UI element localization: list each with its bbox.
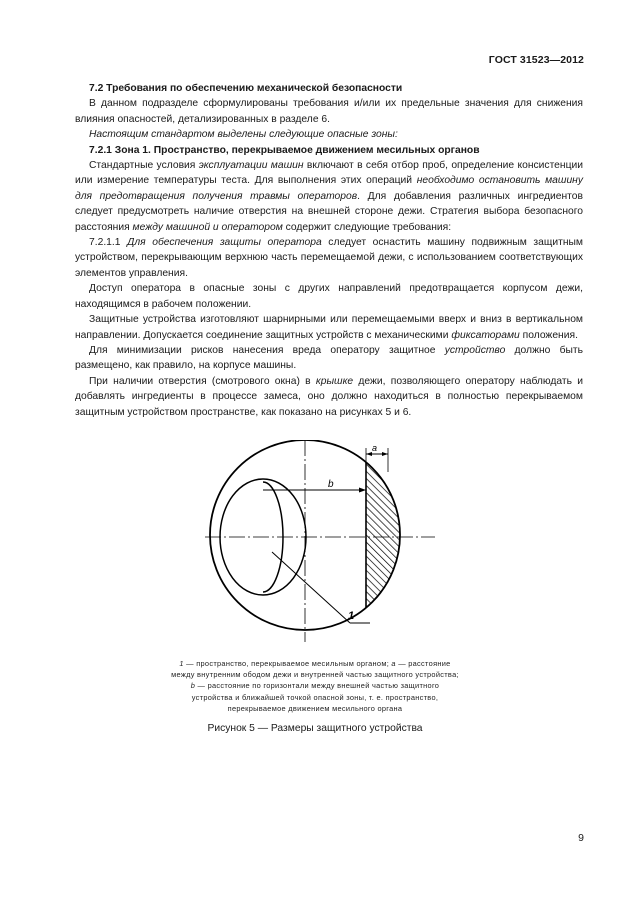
paragraph: Стандартные условия эксплуатации машин включают в себя отбор проб, определение консистенции или измерение температуры теста. Для выполнения этих операций необходимо остановить машину для предотвращения получения травмы операторов. Для добавления различных ингредиентов следует предусмотреть наличие отверстия на внешней стороне дежи. Стратегия выбора безопасного расстояния между машиной и оператором содержит следующие требования: — [75, 160, 583, 233]
subsection-heading: 7.2.1 Зона 1. Пространство, перекрываемое движением месильных органов — [89, 144, 480, 156]
paragraph: Доступ оператора в опасные зоны с других направлений предотвращается корпусом дежи, находящимся в рабочем положении. — [75, 283, 583, 310]
section-text — [75, 81, 583, 420]
paragraph: Защитные устройства изготовляют шарнирными или перемещаемыми вверх и вниз в вертикальном направлении. Допускается соединение защитных устройств с механическими фиксаторами положения. — [75, 314, 583, 341]
paragraph: 7.2.1.1 Для обеспечения защиты оператора следует оснастить машину подвижным защитным устройством, перекрывающим верхнюю часть перемещаемой дежи, с использованием соответствующих элементов управления. — [75, 237, 583, 279]
dimension-b-label: b — [328, 479, 334, 490]
dimension-a-label: a — [372, 443, 378, 453]
figure-title: Рисунок 5 — Размеры защитного устройства — [207, 723, 423, 734]
paragraph: При наличии отверстия (смотрового окна) в крышке дежи, позволяющего оператору наблюдать и добавлять ингредиенты в процессе замеса, оно должно находиться в полностью перекрываемом защитным устройством пространстве, как показано на рисунках 5 и 6. — [75, 375, 583, 418]
figure-5-diagram — [200, 440, 440, 660]
callout-1-label: 1 — [348, 610, 355, 622]
paragraph: В данном подразделе сформулированы требования и/или их предельные значения для снижения влияния опасностей, детализированных в разделе 6. — [75, 98, 583, 125]
paragraph: Настоящим стандартом выделены следующие опасные зоны: — [89, 129, 398, 141]
figure-caption: 1 — пространство, перекрываемое месильным органом; а — расстояние между внутренним ободом дежи и внутренней частью защитного устройства; b — расстояние по горизонтали между внешней частью защитного устройства и ближайшей точкой опасной зоны, т. е. пространство, перекрываемое движением месильного органа — [171, 659, 459, 713]
page-number: 9 — [578, 832, 584, 844]
standard-header: ГОСТ 31523—2012 — [488, 54, 584, 66]
paragraph: Для минимизации рисков нанесения вреда оператору защитное устройство должно быть размещено, как правило, на корпусе машины. — [75, 344, 584, 372]
section-heading: 7.2 Требования по обеспечению механической безопасности — [89, 83, 403, 94]
